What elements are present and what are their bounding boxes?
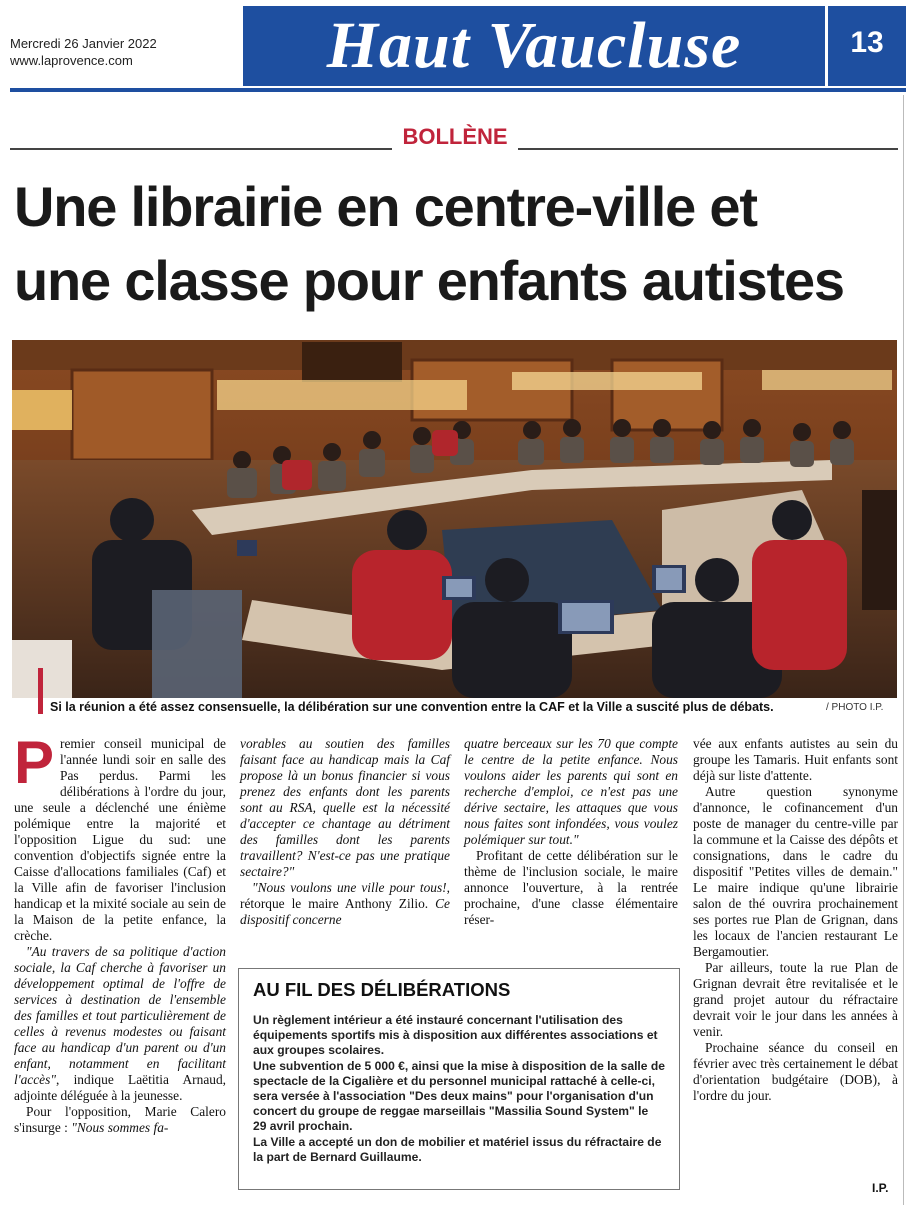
website-link[interactable]: www.laprovence.com	[10, 53, 133, 68]
article-paragraph: Profitant de cette délibération sur le thème de l'inclusion sociale, le maire annonce l'ouverture, à la rentrée prochaine, d'une classe élémentaire réser-	[464, 848, 678, 927]
section-rule-left	[10, 148, 392, 150]
attribution-text: , indique Laëtitia Arnaud, adjointe déléguée à la jeunesse.	[14, 1072, 226, 1103]
article-column-3	[464, 736, 678, 928]
page-number: 13	[850, 26, 884, 59]
quote-text: "Nous sommes fa-	[71, 1120, 169, 1135]
section-label: BOLLÈNE	[402, 124, 508, 149]
article-paragraph: vée aux enfants autistes au sein du groupe les Tamaris. Huit enfants sont déjà sur liste d'attente.	[693, 736, 898, 783]
quote-text: "Nous voulons une ville pour tous!	[252, 880, 447, 895]
quote-paragraph: vorables au soutien des familles faisant face au handicap mais la Caf propose là un bonus financier si vous prenez des enfants dont les parents sont au RSA, quelle est la nécessité d'accepter ce chantage au détriment des familles dont les parents travaillent? N'est-ce pas une pratique sectaire?"	[240, 736, 450, 879]
drop-cap: P	[14, 729, 55, 796]
article-paragraph: Autre question synonyme d'annonce, le cofinancement d'un poste de manager du centre-ville par la commune et la Caisse des dépôts et consignations, dans le cadre du dispositif "Petites villes de demain." Le maire indique qu'une librairie salon de thé ouvrira prochainement ses portes rue Plan de Grignan, dans les locaux de l'ancien restaurant Le Bergamoutier.	[693, 784, 898, 959]
box-item: La Ville a accepté un don de mobilier et matériel issus du réfractaire de la part de Bernard Guillaume.	[253, 1134, 662, 1164]
headline-line-1: Une librairie en centre-ville et	[14, 175, 757, 238]
article-column-2	[240, 736, 450, 928]
masthead	[0, 0, 907, 95]
box-item: Une subvention de 5 000 €, ainsi que la mise à disposition de la salle de spectacle de la Cigalière et du personnel municipal rattaché à celle-ci, sera versée à l'association "Des deux mains" pour l'organisation d'un concert du groupe de reggae marseillais "Massilia Sound System" le 29 avril prochain.	[253, 1058, 665, 1134]
article-paragraph	[14, 1104, 226, 1136]
edition-banner	[243, 6, 825, 86]
section-header	[10, 122, 898, 152]
author-signature: I.P.	[872, 1181, 889, 1195]
article-paragraph	[14, 944, 226, 1104]
quote-text: "Au travers de sa politique d'action sociale, la Caf cherche à favoriser un développement optimal de l'offre de services à destination de l'ensemble des familles et tout particulièrement de celles à revenus modestes ou faisant face au handicap d'un parent ou d'un enfant, notamment en facilitant l'accès"	[14, 944, 226, 1087]
photo-illustration	[12, 340, 897, 698]
council-meeting-photo	[12, 340, 897, 698]
quote-text: Ce dispositif concerne	[240, 896, 450, 927]
attribution-text: , rétorque le maire Anthony Zilio.	[240, 880, 450, 911]
article-column-1	[14, 729, 226, 1136]
article-paragraph: Par ailleurs, toute la rue Plan de Grignan devrait être revitalisée et le grand projet autour du réfractaire devrait voir le jour dans les années à venir.	[693, 960, 898, 1039]
deliberations-box	[238, 968, 680, 1190]
quote-paragraph: quatre berceaux sur les 70 que compte le centre de la petite enfance. Nous voulons aider les parents qui sont en recherche d'emploi, ce n'est pas une dérive sectaire, les attaques que vous nous faites sont infondées, vous voulez polémiquer sur tout."	[464, 736, 678, 847]
headline-line-2: une classe pour enfants autistes	[14, 249, 844, 312]
box-item: Un règlement intérieur a été instauré concernant l'utilisation des équipements sportifs mis à disposition aux différentes associations et aux groupes scolaires.	[253, 1013, 658, 1058]
article-paragraph: Prochaine séance du conseil en février avec très certainement le débat d'orientation budgétaire (DOB), à l'ordre du jour.	[693, 1040, 898, 1103]
edition-title: Haut Vaucluse	[326, 9, 742, 82]
article-paragraph	[240, 880, 450, 928]
section-rule-right	[518, 148, 898, 150]
masthead-rule	[10, 88, 906, 92]
article-paragraph: remier conseil municipal de l'année lundi soir en salle des Pas perdus. Parmi les délibérations à l'ordre du jour, une seule a déclenché une énième polémique entre la majorité et l'opposition Ligue du sud: une convention d'objectifs signée entre la Caisse d'allocations familiales (Caf) et la Ville afin de favoriser l'inclusion handicap et la mixité sociale au sein de la Maison de la petite enfance, la crèche.	[14, 736, 226, 943]
headline	[14, 170, 900, 318]
page-edge-rule	[903, 95, 904, 1205]
publication-date: Mercredi 26 Janvier 2022	[10, 36, 157, 51]
date-block	[10, 35, 157, 69]
page-number-box	[828, 6, 906, 86]
caption-marker	[38, 668, 43, 714]
box-title: AU FIL DES DÉLIBÉRATIONS	[253, 979, 511, 1000]
article-column-4	[693, 736, 898, 1104]
lead-text: Pour l'opposition, Marie Calero s'insurge :	[14, 1104, 226, 1135]
photo-caption: Si la réunion a été assez consensuelle, la délibération sur une convention entre la CAF et la Ville a suscité plus de débats.	[50, 700, 774, 714]
photo-credit: / PHOTO I.P.	[826, 702, 884, 713]
